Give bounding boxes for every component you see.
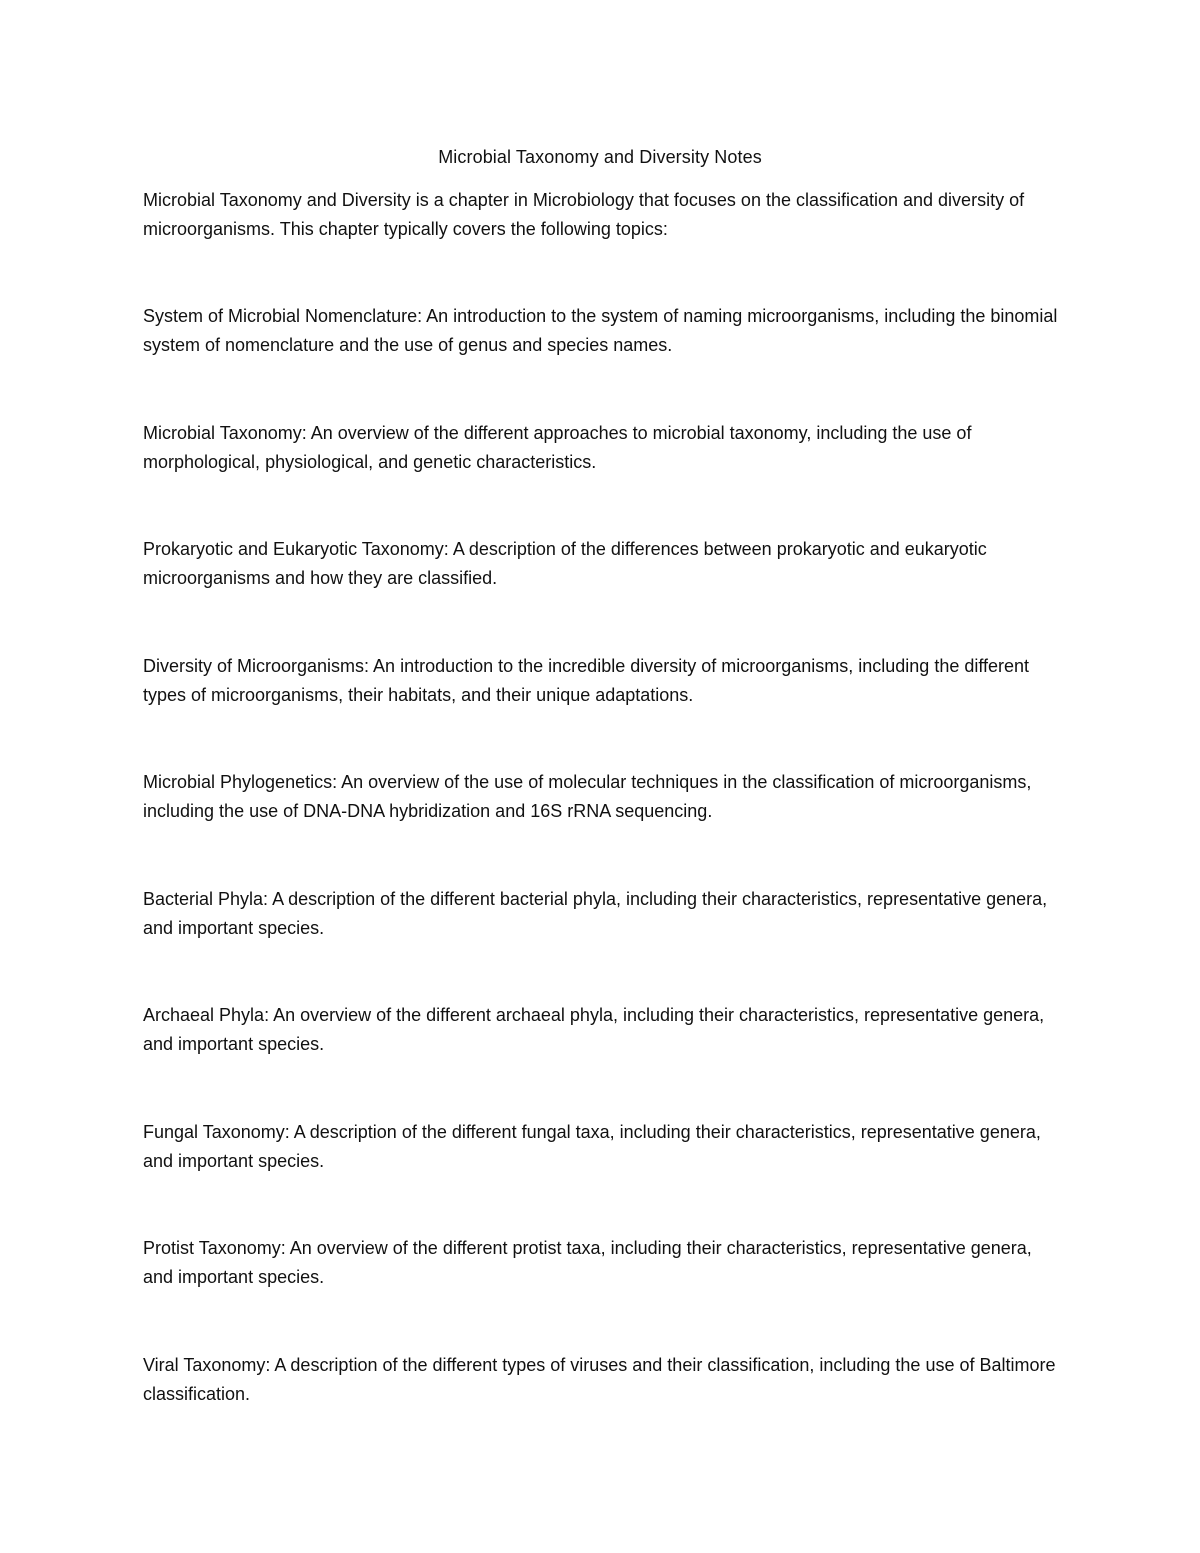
topic-paragraph: Prokaryotic and Eukaryotic Taxonomy: A description of the differences between prokaryotic and eukaryotic microorganisms and how they are classified. [143,539,987,588]
topic-paragraph: Viral Taxonomy: A description of the different types of viruses and their classification, including the use of Baltimore classification. [143,1354,1056,1404]
topic-paragraph: Diversity of Microorganisms: An introduction to the incredible diversity of microorganisms, including the different types of microorganisms, their habitats, and their unique adaptations. [143,655,1030,705]
topic-paragraph: Microbial Phylogenetics: An overview of the use of molecular techniques in the classification of microorganisms, including the use of DNA-DNA hybridization and 16S rRNA sequencing. [143,772,1032,821]
topic-paragraph: Microbial Taxonomy: An overview of the different approaches to microbial taxonomy, including the use of morphological, physiological, and genetic characteristics. [143,422,972,472]
document-title: Microbial Taxonomy and Diversity Notes [438,147,762,167]
topic-list [143,302,1063,1467]
topic-paragraph: System of Microbial Nomenclature: An introduction to the system of naming microorganisms, including the binomial system of nomenclature and the use of genus and species names. [143,306,1058,355]
topic-paragraph: Archaeal Phyla: An overview of the different archaeal phyla, including their characteristics, representative genera, and important species. [143,1005,1045,1054]
topic-paragraph: Fungal Taxonomy: A description of the different fungal taxa, including their characteristics, representative genera, and important species. [143,1121,1041,1171]
topic-paragraph: Protist Taxonomy: An overview of the different protist taxa, including their characteristics, representative genera, and important species. [143,1238,1032,1287]
topic-paragraph: Bacterial Phyla: A description of the different bacterial phyla, including their characteristics, representative genera, and important species. [143,888,1048,938]
intro-paragraph: Microbial Taxonomy and Diversity is a chapter in Microbiology that focuses on the classification and diversity of microorganisms. This chapter typically covers the following topics: [143,190,1025,239]
